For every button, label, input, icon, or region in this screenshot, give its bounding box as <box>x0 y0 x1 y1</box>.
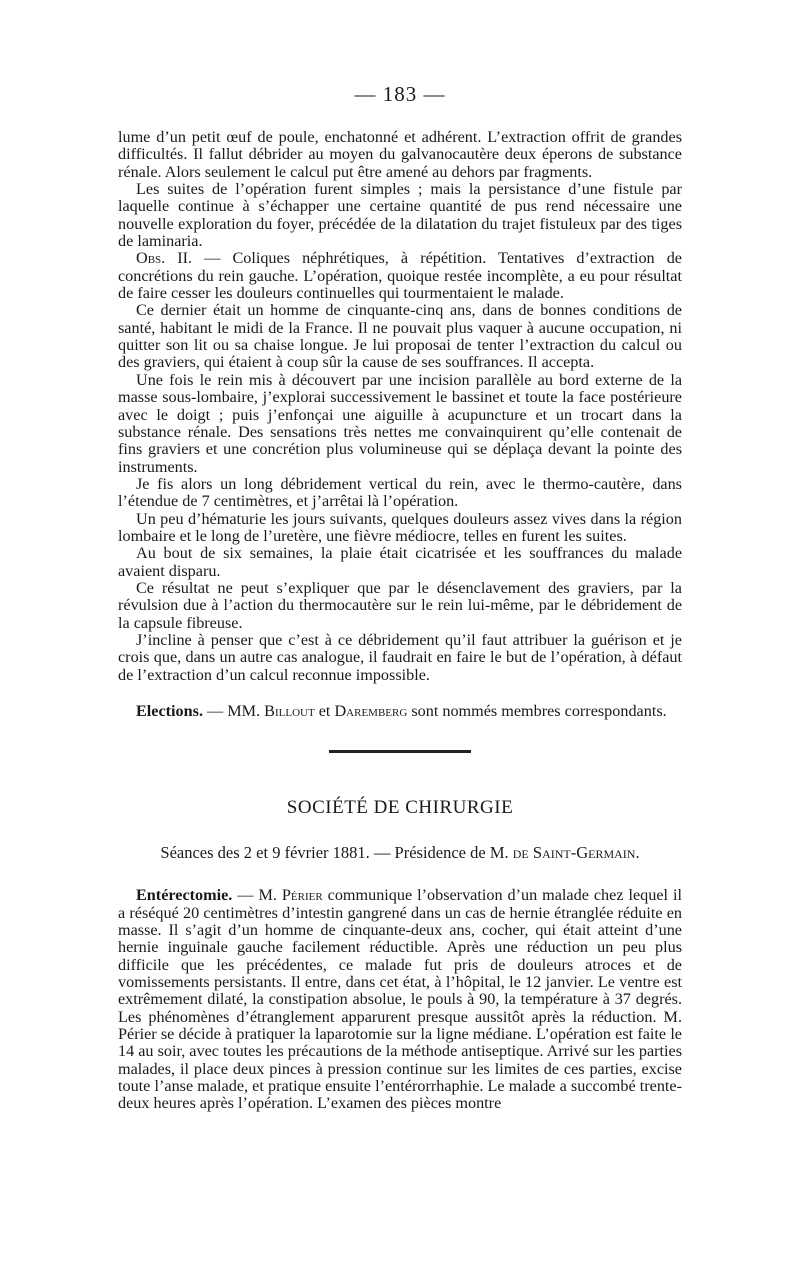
paragraph: Ce dernier était un homme de cinquante-cinq ans, dans de bonnes conditions de santé, habitant le midi de la France. Il ne pouvait plus vaquer à aucune occupation, ni quitter son lit ou sa chaise longue. Je lui proposai de tenter l’extraction du calcul ou des graviers, qui étaient à coup sûr la cause de ses souffrances. Il accepta. <box>118 301 682 372</box>
sessions-line <box>118 843 682 863</box>
enterectomie-paragraph <box>118 887 682 1112</box>
observation-heading <box>118 250 682 302</box>
elections-label: Elections. <box>136 702 203 720</box>
surgeon-name: Périer <box>281 886 323 905</box>
paragraph: Les suites de l’opération furent simples ; mais la persistance d’une fistule par laquelle continue à s’échapper une certaine quantité de pus rend nécessaire une nouvelle exploration du foyer, précédée de la dilatation du trajet fistuleux par des tiges de laminaria. <box>118 180 682 251</box>
elections-text: sont nommés membres correspondants. <box>407 702 667 720</box>
enterectomie-text: communique l’observation d’un malade chez lequel il a réséqué 20 centimètres d’intestin gangrené dans un cas de hernie étranglée réduite en masse. Il s’agit d’un homme de cinquante-deux ans, cocher, qui était atteint d’une hernie inguinale gauche facilement réductible. Après une réduction un peu plus difficile que les précédentes, ce malade fut pris de douleurs atroces et de vomissements persistants. Il entre, dans cet état, à l’hôpital, le 12 janvier. Le ventre est extrêmement dilaté, la constipation absolue, le pouls à 90, la température à 37 degrés. Les phénomènes d’étranglement apparurent presque aussitôt après la réduction. M. Périer se décide à pratiquer la laparotomie sur la ligne médiane. L’opération est faite le 14 au soir, avec toutes les précautions de la méthode antiseptique. Arrivé sur les parties malades, il place deux pinces à pression continue sur les limites de ces parties, excise toute l’anse malade, et pratique ensuite l’entérorrhaphie. Le malade a succombé trente-deux heures après l’opération. L’examen des pièces montre <box>118 886 682 1113</box>
elections-text: — MM. <box>203 702 265 720</box>
page <box>118 82 682 1113</box>
section-title: SOCIÉTÉ DE CHIRURGIE <box>286 797 514 819</box>
observation-label: Obs. II. <box>136 249 193 268</box>
enterectomie-label: Entérectomie. <box>136 886 233 905</box>
enterectomie-text: — M. <box>232 886 282 905</box>
page-number: — 183 — <box>354 82 446 106</box>
member-name: Billout <box>264 702 315 720</box>
paragraph: Ce résultat ne peut s’expliquer que par le désenclavement des graviers, par la révulsion due à l’action du thermocautère sur le rein lui-même, par le débridement de la capsule fibreuse. <box>118 578 682 632</box>
paragraph: lume d’un petit œuf de poule, enchatonné et adhérent. L’extraction offrit de grandes difficultés. Il fallut débrider au moyen du galvanocautère deux éperons de substance rénale. Alors seulement le calcul put être amené au dehors par fragments. <box>118 128 682 181</box>
paragraph: Je fis alors un long débridement vertical du rein, avec le thermo-cautère, dans l’étendue de 7 centimètres, et j’arrêtai là l’opération. <box>118 474 682 511</box>
observation-summary: — Coliques néphrétiques, à répétition. Tentatives d’extraction de concrétions du rein gauche. L’opération, quoique restée incomplète, a eu pour résultat de faire cesser les douleurs continuelles qui tourmentaient le malade. <box>118 249 682 303</box>
elections-paragraph <box>118 703 682 720</box>
member-name: Daremberg <box>334 702 408 720</box>
paragraph: Une fois le rein mis à découvert par une incision parallèle au bord externe de la masse sous-lombaire, j’explorai successivement le bassinet et toute la face postérieure avec le doigt ; puis j’enfonçai une aiguille à acupuncture et un trocart dans la substance rénale. Des sensations très nettes me convainquirent qu’elle contenait de fins graviers et une concrétion plus volumineuse qui se déplaça devant la pointe des instruments. <box>118 370 682 476</box>
elections-text: et <box>314 702 335 720</box>
paragraph: J’incline à penser que c’est à ce débridement qu’il faut attribuer la guérison et je crois que, dans un autre cas analogue, il faudrait en faire le but de l’opération, à défaut de l’extraction d’un calcul reconnue impossible. <box>118 630 682 684</box>
sessions-text: Séances des 2 et 9 février 1881. — Présidence de M. <box>160 843 513 863</box>
paragraph: Au bout de six semaines, la plaie était cicatrisée et les souffrances du malade avaient disparu. <box>118 544 682 580</box>
president-name: de Saint-Germain <box>512 843 636 863</box>
sessions-text: . <box>635 843 640 863</box>
section-divider <box>329 750 471 753</box>
paragraph: Un peu d’hématurie les jours suivants, quelques douleurs assez vives dans la région lombaire et le long de l’uretère, une fièvre médiocre, telles en furent les suites. <box>118 509 682 545</box>
